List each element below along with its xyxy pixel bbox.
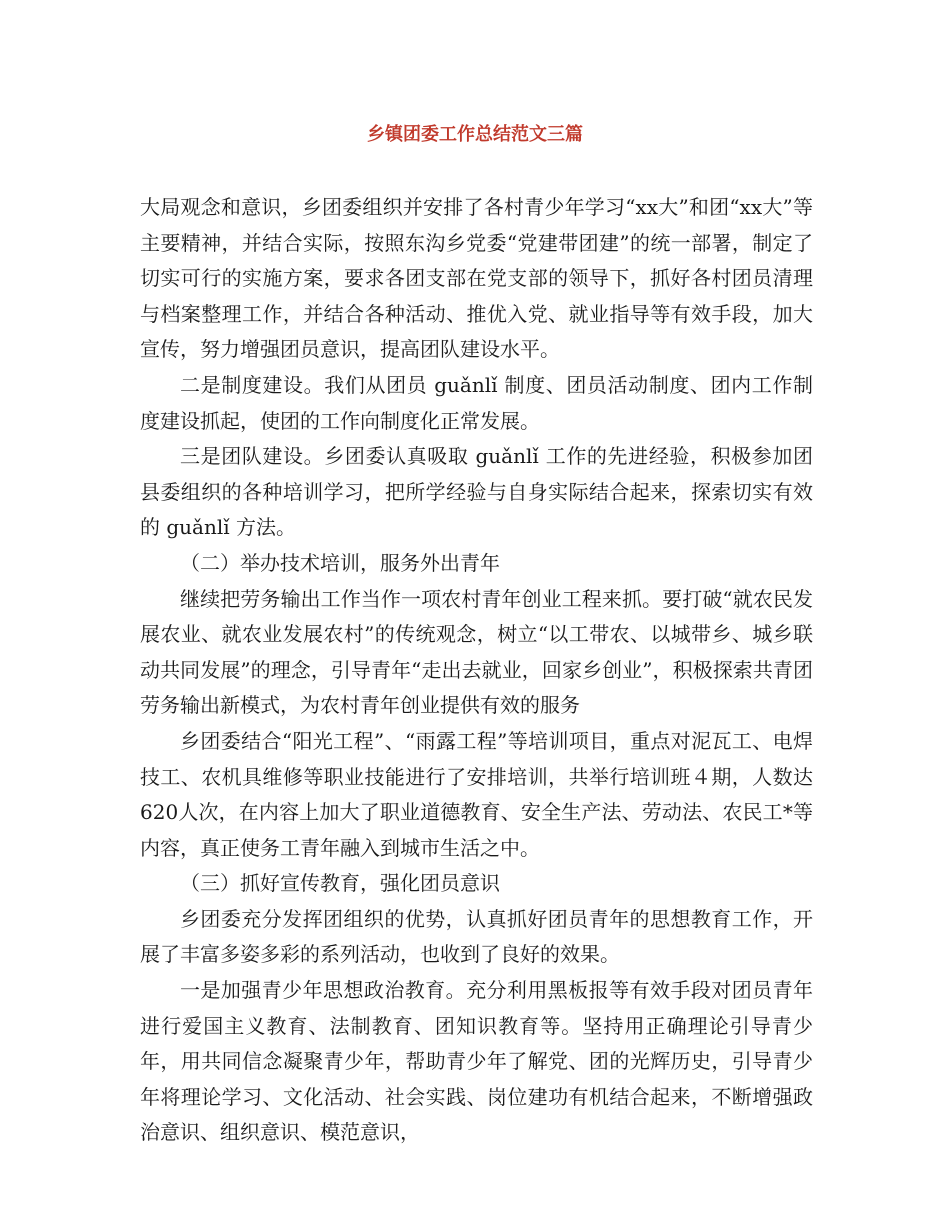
paragraph-political-education: 一是加强青少年思想政治教育。充分利用黑板报等有效手段对团员青年进行爱国主义教育、法制教育、团知识教育等。坚持用正确理论引导青少年，用共同信念凝聚青少年，帮助青少年了解党、团的光辉历史，引导青少年将理论学习、文化活动、社会实践、岗位建功有机结合起来，不断增强政治意识、组织意识、模范意识， bbox=[140, 978, 813, 1145]
paragraph-education-intro: 乡团委充分发挥团组织的优势，认真抓好团员青年的思想教育工作，开展了丰富多姿多彩的系列活动，也收到了良好的效果。 bbox=[140, 906, 813, 967]
document-body bbox=[140, 190, 813, 1151]
section-heading-training: （二）举办技术培训，服务外出青年 bbox=[180, 550, 500, 575]
paragraph-system-building: 二是制度建设。我们从团员 guǎnlǐ 制度、团员活动制度、团内工作制度建设抓起，使团的工作向制度化正常发展。 bbox=[140, 372, 813, 433]
section-heading-education: （三）抓好宣传教育，强化团员意识 bbox=[180, 871, 500, 896]
paragraph-labor-export: 继续把劳务输出工作当作一项农村青年创业工程来抓。要打破“就农民发展农业、就农业发展农村”的传统观念，树立“以工带农、以城带乡、城乡联动共同发展”的理念，引导青年“走出去就业，回家乡创业”，积极探索共青团劳务输出新模式，为农村青年创业提供有效的服务 bbox=[140, 586, 813, 718]
paragraph-training-projects: 乡团委结合“阳光工程”、“雨露工程”等培训项目，重点对泥瓦工、电焊技工、农机具维修等职业技能进行了安排培训，共举行培训班４期，人数达620人次，在内容上加大了职业道德教育、安全生产法、劳动法、农民工*等内容，真正使务工青年融入到城市生活之中。 bbox=[140, 728, 813, 860]
document-title: 乡镇团委工作总结范文三篇 bbox=[367, 124, 583, 145]
paragraph-team-building: 三是团队建设。乡团委认真吸取 guǎnlǐ 工作的先进经验，积极参加团县委组织的各种培训学习，把所学经验与自身实际结合起来，探索切实有效的 guǎnlǐ 方法。 bbox=[140, 444, 813, 540]
paragraph-continuation: 大局观念和意识，乡团委组织并安排了各村青少年学习“xx大”和团“xx大”等主要精神，并结合实际，按照东沟乡党委“党建带团建”的统一部署，制定了切实可行的实施方案，要求各团支部在党支部的领导下，抓好各村团员清理与档案整理工作，并结合各种活动、推优入党、就业指导等有效手段，加大宣传，努力增强团员意识，提高团队建设水平。 bbox=[140, 195, 813, 362]
